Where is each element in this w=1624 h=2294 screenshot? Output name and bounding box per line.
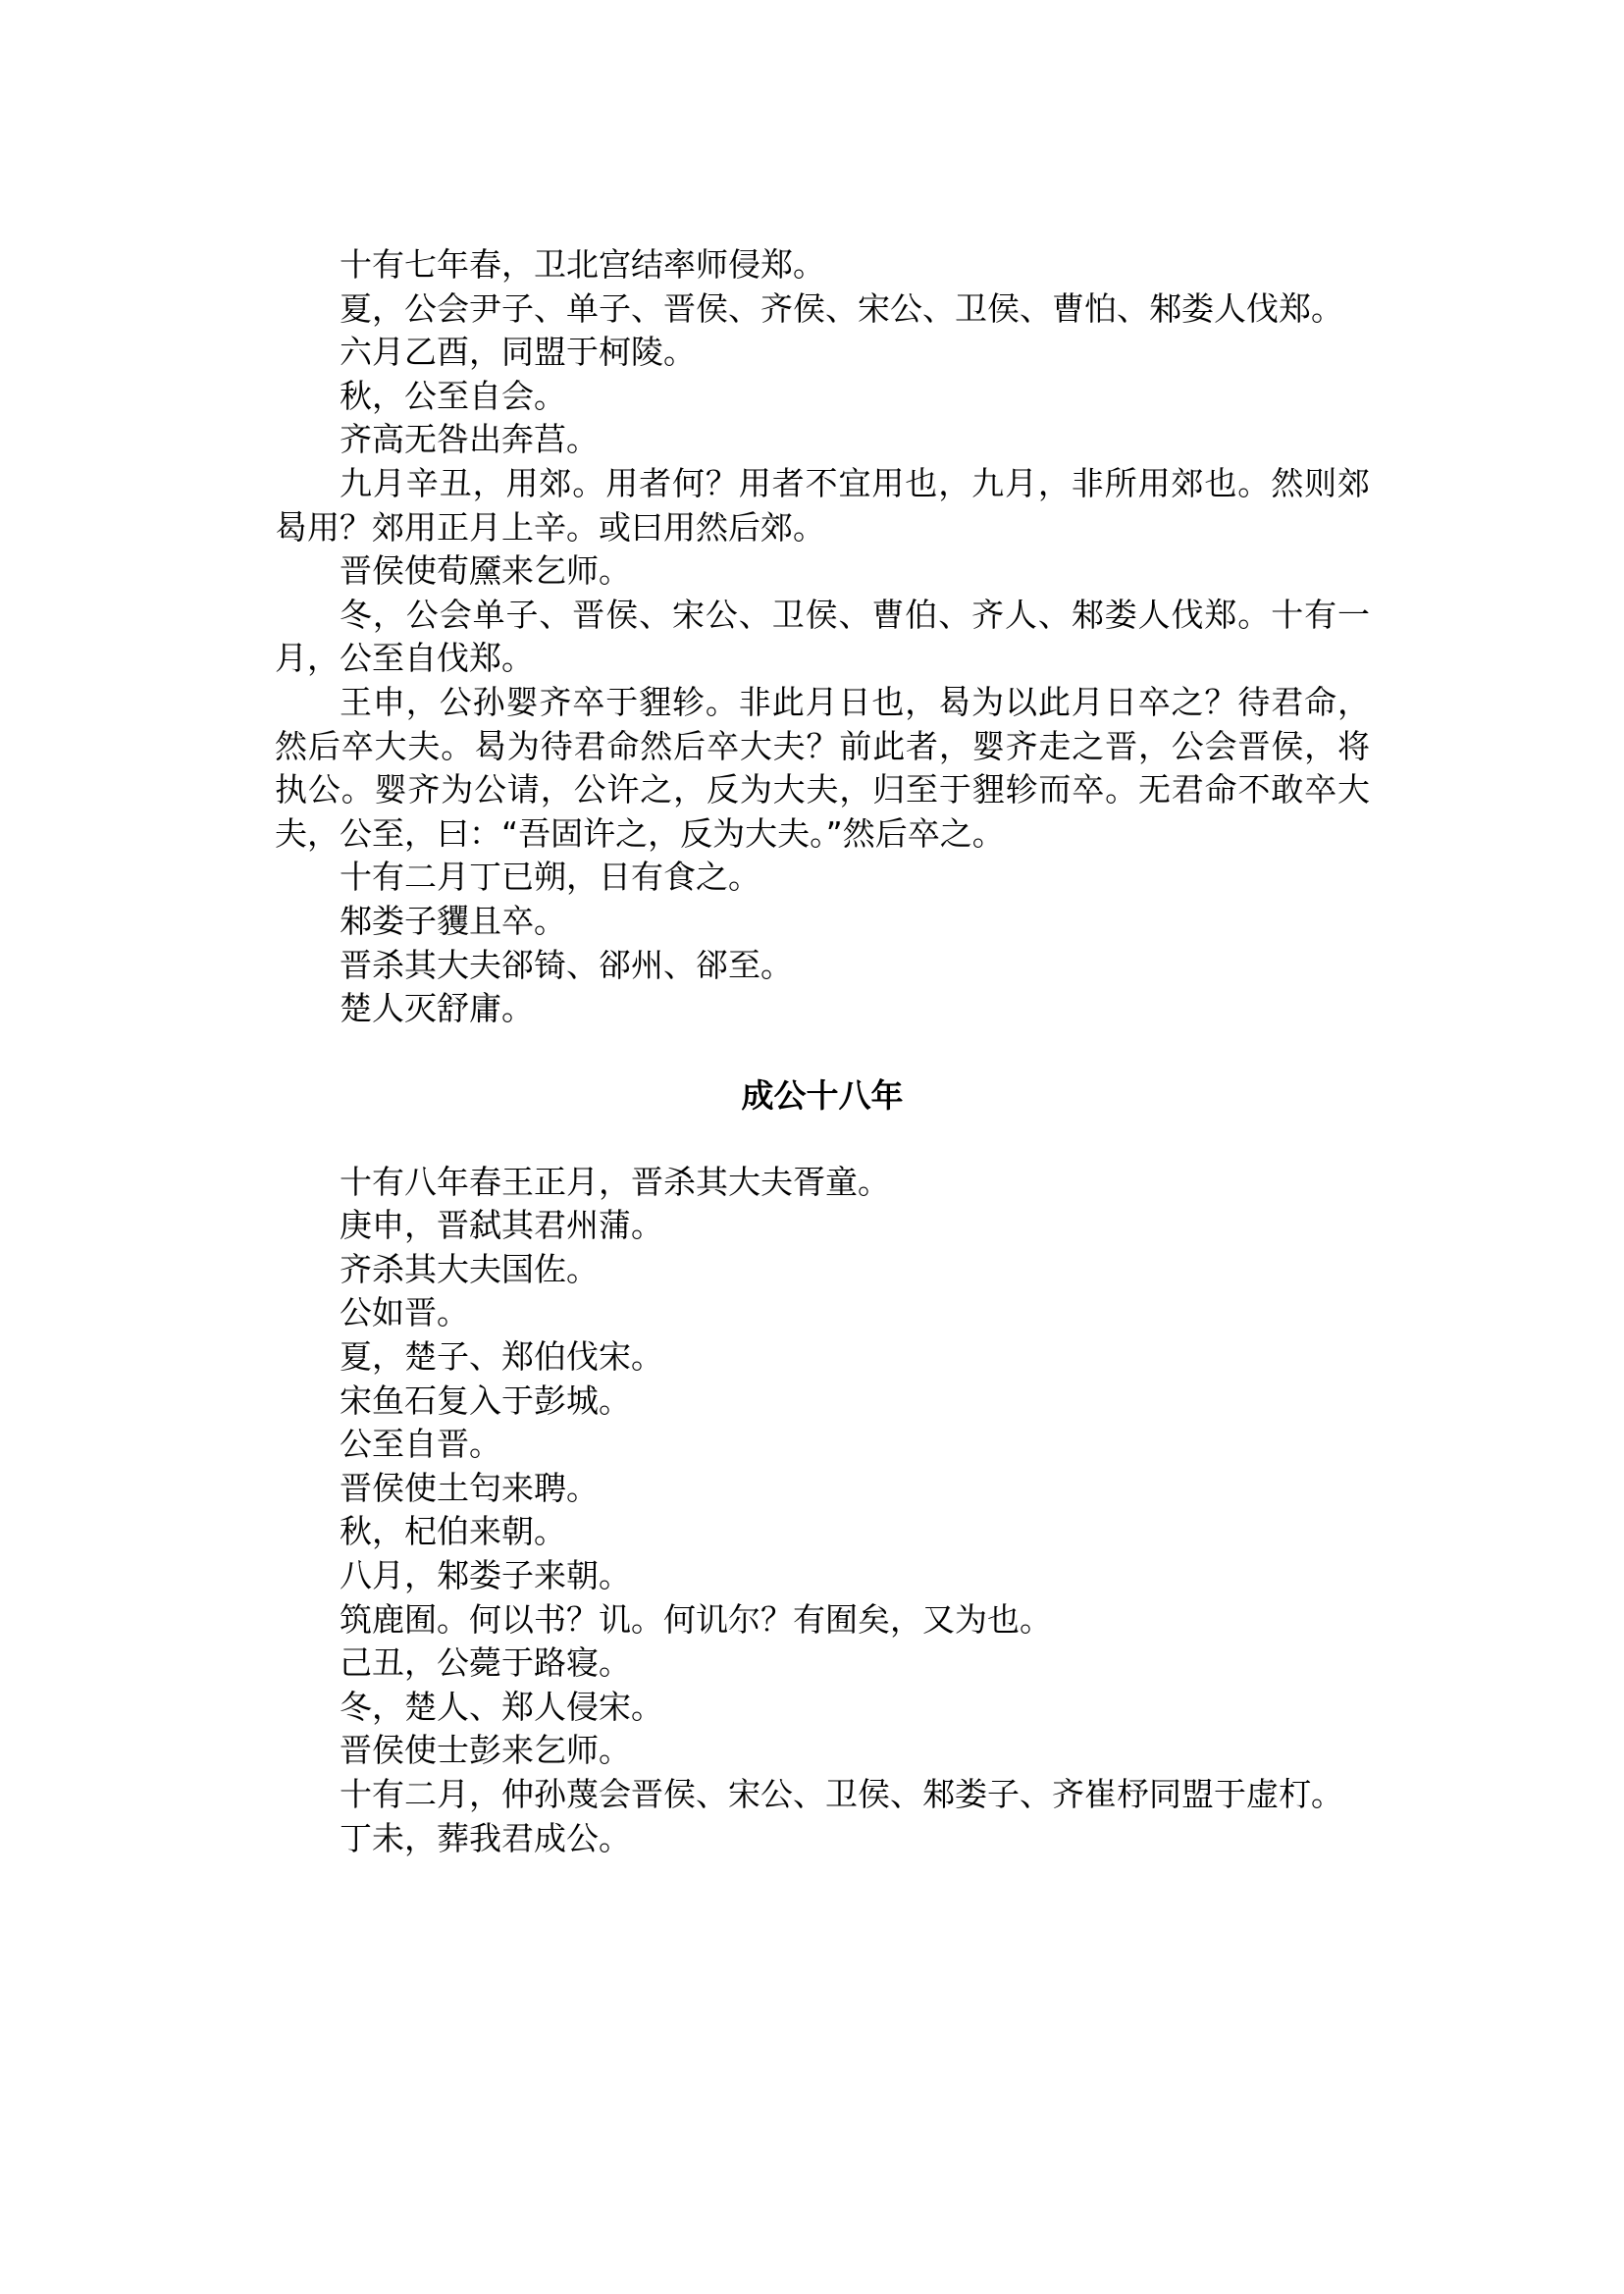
paragraph: 十有二月丁已朔，日有食之。	[340, 858, 760, 897]
paragraph: 晋杀其大夫郤锜、郤州、郤至。	[340, 945, 793, 984]
paragraph: 宋鱼石复入于彭城。	[340, 1381, 631, 1420]
paragraph: 公如晋。	[340, 1293, 469, 1332]
paragraph: 晋侯使土匄来聘。	[340, 1468, 599, 1507]
paragraph: 晋侯使荀黡来乞师。	[340, 551, 631, 591]
document-page	[275, 243, 1370, 1860]
section-chenggong-18	[275, 1161, 1370, 1861]
paragraph: 夏，楚子、郑伯伐宋。	[340, 1337, 663, 1377]
paragraph: 十有七年春，卫北宫结率师侵郑。	[340, 245, 825, 284]
paragraph: 夏，公会尹子、单子、晋侯、齐侯、宋公、卫侯、曹怕、邾娄人伐郑。	[340, 288, 1343, 328]
paragraph: 齐高无咎出奔莒。	[340, 420, 599, 459]
paragraph: 楚人灭舒庸。	[340, 989, 534, 1028]
paragraph: 晋侯使士彭来乞师。	[340, 1731, 631, 1770]
paragraph: 九月辛丑，用郊。用者何？用者不宜用也，九月，非所用郊也。然则郊曷用？郊用正月上辛。或曰用然后郊。	[275, 463, 1370, 547]
section-chenggong-17	[275, 243, 1370, 1031]
paragraph: 六月乙酉，同盟于柯陵。	[340, 333, 696, 372]
paragraph: 公至自晋。	[340, 1425, 501, 1464]
paragraph: 丁未，葬我君成公。	[340, 1818, 631, 1857]
paragraph: 王申，公孙婴齐卒于貍轸。非此月日也，曷为以此月日卒之？待君命，然后卒大夫。曷为待君命然后卒大夫？前此者，婴齐走之晋，公会晋侯，将执公。婴齐为公请，公许之，反为大夫，归至于貍轸而卒。无君命不敢卒大夫，公至，曰：“吾固许之，反为大夫。”然后卒之。	[275, 682, 1370, 853]
paragraph: 齐杀其大夫国佐。	[340, 1249, 599, 1288]
paragraph: 冬，公会单子、晋侯、宋公、卫侯、曹伯、齐人、邾娄人伐郑。十有一月，公至自伐郑。	[275, 595, 1370, 678]
paragraph: 己丑，公薨于路寝。	[340, 1643, 631, 1683]
paragraph: 冬，楚人、郑人侵宋。	[340, 1687, 663, 1726]
paragraph: 八月，邾娄子来朝。	[340, 1556, 631, 1595]
paragraph: 庚申，晋弑其君州蒲。	[340, 1206, 663, 1245]
paragraph: 十有八年春王正月，晋杀其大夫胥童。	[340, 1162, 890, 1201]
paragraph: 秋，公至自会。	[340, 376, 566, 415]
paragraph: 秋，杞伯来朝。	[340, 1512, 566, 1551]
paragraph: 筑鹿囿。何以书？讥。何讥尔？有囿矣，又为也。	[340, 1599, 1052, 1639]
section-title: 成公十八年	[741, 1075, 904, 1115]
paragraph: 邾娄子貜且卒。	[340, 901, 566, 940]
paragraph: 十有二月，仲孙蔑会晋侯、宋公、卫侯、邾娄子、齐崔杼同盟于虚朾。	[340, 1775, 1343, 1813]
